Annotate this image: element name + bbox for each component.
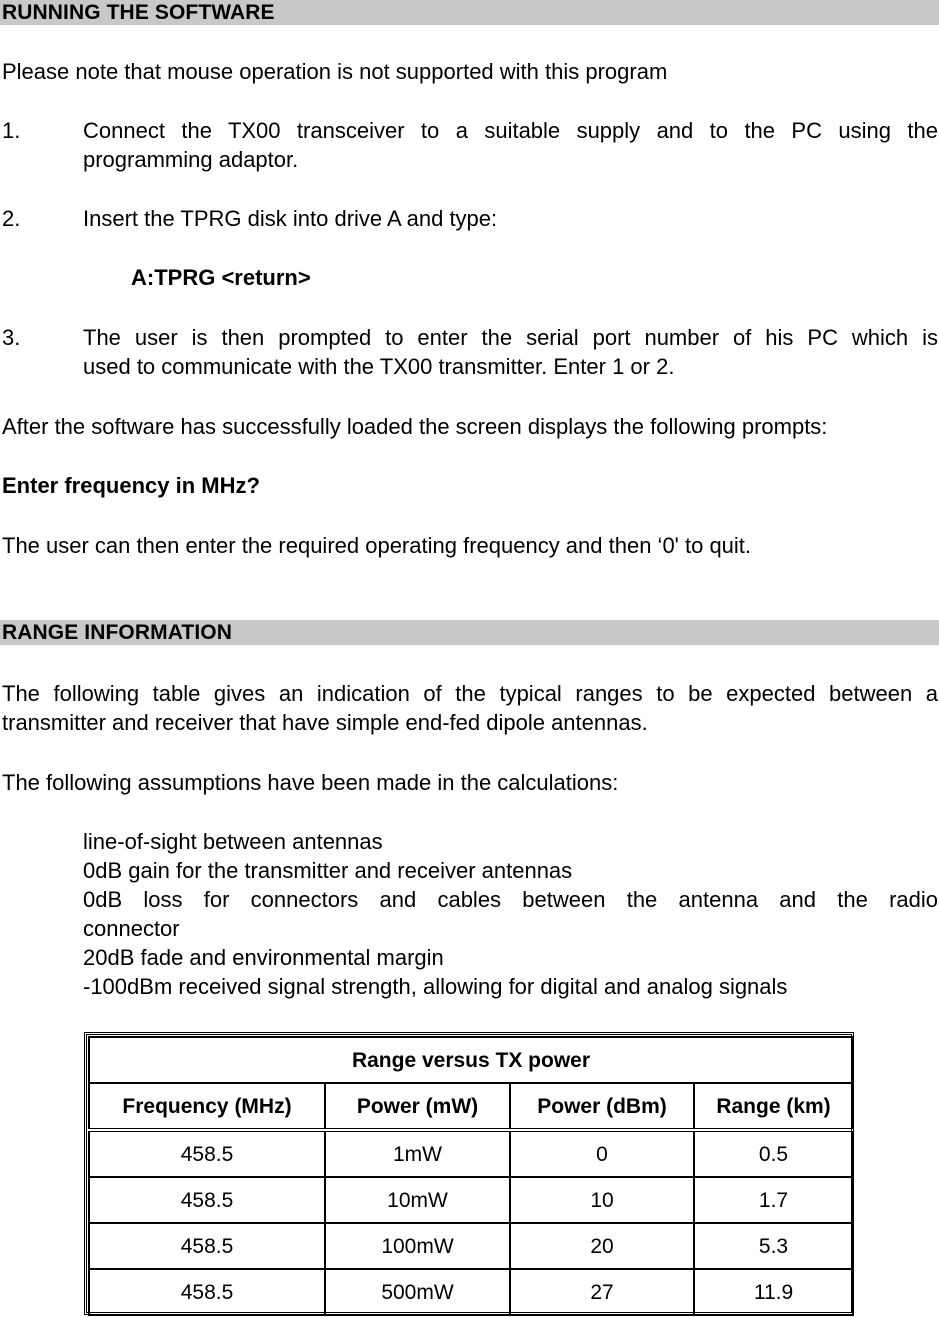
assumptions-intro: The following assumptions have been made in the calculations: <box>2 770 619 795</box>
step-number: 3. <box>2 325 21 350</box>
table-row <box>89 1223 853 1269</box>
range-table <box>88 1036 854 1316</box>
step-text <box>83 323 938 381</box>
assumption-item: line-of-sight between antennas <box>83 829 383 854</box>
table-cell: 27 <box>510 1269 694 1315</box>
table-row <box>89 1130 853 1177</box>
column-header: Frequency (MHz) <box>89 1083 325 1130</box>
table-cell: 10mW <box>325 1177 510 1223</box>
assumption-item: 0dB gain for the transmitter and receiver antennas <box>83 858 573 883</box>
table-cell: 500mW <box>325 1269 510 1315</box>
table-caption-row <box>89 1037 853 1083</box>
table-cell: 1mW <box>325 1130 510 1177</box>
step-number: 1. <box>2 118 21 143</box>
step-line: The user is then prompted to enter the serial port number of his PC which is <box>83 325 938 350</box>
table-cell: 458.5 <box>89 1223 325 1269</box>
quit-text: The user can then enter the required operating frequency and then ‘0' to quit. <box>2 533 752 558</box>
column-header: Range (km) <box>694 1083 853 1130</box>
table-row <box>89 1269 853 1315</box>
command-text: A:TPRG <return> <box>131 265 311 290</box>
step-text: Insert the TPRG disk into drive A and type: <box>83 206 498 231</box>
table-cell: 458.5 <box>89 1269 325 1315</box>
column-header: Power (dBm) <box>510 1083 694 1130</box>
section-title: RUNNING THE SOFTWARE <box>2 1 275 24</box>
table-cell: 458.5 <box>89 1177 325 1223</box>
table-cell: 0.5 <box>694 1130 853 1177</box>
section-header-running <box>0 0 939 25</box>
table-cell: 0 <box>510 1130 694 1177</box>
step-number: 2. <box>2 206 21 231</box>
intro-line: The following table gives an indication of the typical ranges to be expected between a <box>2 681 938 706</box>
table-cell: 458.5 <box>89 1130 325 1177</box>
section-title: RANGE INFORMATION <box>2 621 232 644</box>
table-cell: 5.3 <box>694 1223 853 1269</box>
range-intro <box>2 679 938 737</box>
assumption-item: connector <box>83 916 180 941</box>
table-header-row <box>89 1083 853 1130</box>
assumption-item: -100dBm received signal strength, allowing for digital and analog signals <box>83 974 788 999</box>
table-cell: 1.7 <box>694 1177 853 1223</box>
table-cell: 20 <box>510 1223 694 1269</box>
table-cell: 100mW <box>325 1223 510 1269</box>
step-line: programming adaptor. <box>83 147 299 172</box>
assumptions-list <box>83 827 938 1001</box>
table-cell: 11.9 <box>694 1269 853 1315</box>
step-text <box>83 116 938 174</box>
prompt-text: Enter frequency in MHz? <box>2 473 260 498</box>
table-caption: Range versus TX power <box>89 1037 853 1083</box>
assumption-item: 20dB fade and environmental margin <box>83 945 444 970</box>
table-cell: 10 <box>510 1177 694 1223</box>
table-row <box>89 1177 853 1223</box>
section-header-range <box>0 620 939 645</box>
mouse-note: Please note that mouse operation is not supported with this program <box>2 59 668 84</box>
column-header: Power (mW) <box>325 1083 510 1130</box>
assumption-item: 0dB loss for connectors and cables between the antenna and the radio <box>83 887 938 912</box>
after-load-text: After the software has successfully loaded the screen displays the following prompts: <box>2 414 828 439</box>
intro-line: transmitter and receiver that have simple end-fed dipole antennas. <box>2 710 648 735</box>
step-line: Connect the TX00 transceiver to a suitable supply and to the PC using the <box>83 118 938 143</box>
step-line: used to communicate with the TX00 transmitter. Enter 1 or 2. <box>83 354 675 379</box>
